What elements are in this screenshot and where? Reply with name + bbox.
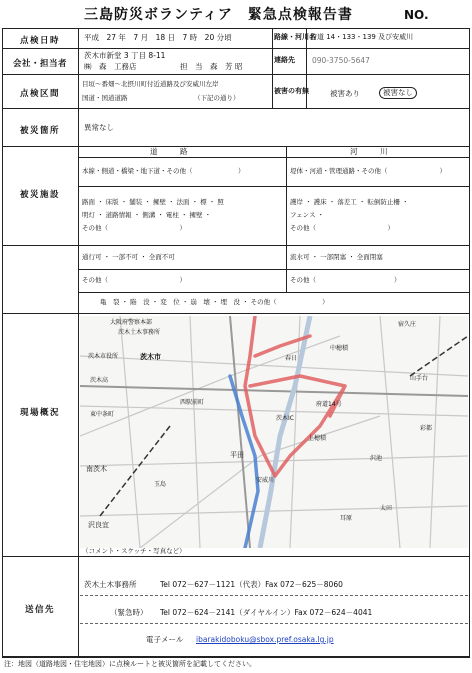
map-label: 東中条町 [90,411,115,418]
river-items-1[interactable]: 堤体・河道・管理通路・その他（ ） [290,167,446,175]
map-label: 南茨木 [86,465,107,473]
flow-other[interactable]: その他（ ） [290,276,401,284]
map-label: 山手台 [410,375,429,382]
map-label: 彩都 [420,425,433,432]
map-label: 西駅前町 [180,399,205,406]
label-damage-exist: 被害の有無 [274,87,309,95]
footer-note: 注：地図（道路地図・住宅地図）に点検ルートと被災箇所を記載してください。 [4,660,256,668]
route-map [80,316,468,548]
contact-value[interactable]: 090-3750-5647 [312,56,370,65]
report-title: 三島防災ボランティア 緊急点検報告書 [84,7,353,23]
label-send: 送信先 [24,605,55,615]
road-items-1[interactable]: 本線・側道・橋梁・地下道・その他（ ） [82,167,245,175]
map-label: 耳原 [340,515,353,522]
send-mail-label: 電子メール [146,635,184,644]
label-damage-facility: 被災施設 [19,190,60,200]
company-name[interactable]: ㈱ 森 工務店 [84,62,137,71]
company-person[interactable]: 担 当 森 芳 昭 [180,62,243,71]
map-label: 茨木市役所 [88,353,119,360]
traffic-status[interactable]: 通行可 ・ 一部不可 ・ 全面不可 [82,253,175,261]
river-items-2a[interactable]: 護岸 ・ 護床 ・ 落差工 ・ 転倒防止柵 ・ [290,198,409,206]
map-label: 安威川 [256,477,275,484]
map-label: 沢良宜 [88,521,109,529]
label-situation: 現場概況 [19,408,60,418]
map-label: 上穂積 [308,435,327,442]
map-label: 大阪府警察本部 [110,319,153,326]
map-label: 春日 [285,355,298,362]
road-items-2b[interactable]: 明灯 ・ 道路情報 ・ 側溝 ・ 電柱 ・ 擁壁 ・ [82,211,212,219]
map-label: 茨木IC [276,415,294,422]
send-mail-link[interactable]: ibarakidoboku@sbox.pref.osaka.lg.jp [196,635,334,644]
map-label: 玉島 [154,481,167,488]
date-value[interactable]: 平成 27 年 7 月 18 日 7 時 20 分頃 [84,33,232,42]
label-damage-place: 被災箇所 [19,126,60,136]
route-value[interactable]: 府道 14・133・139 及び安威川 [310,33,414,41]
label-route: 路線・河川名 [274,33,316,41]
send-emergency: （緊急時） [110,608,148,617]
section-line2[interactable]: 国道・国道道路 [82,94,128,102]
damage-no-option[interactable]: 被害なし [379,87,417,99]
map-label: 中穂積 [330,345,349,352]
road-items-2c[interactable]: その他（ ） [82,224,186,232]
map-label: 茨木土木事務所 [118,329,161,336]
send-tel-1[interactable]: Tel 072－627－1121（代表）Fax 072－625－8060 [160,580,343,589]
map-label: 沢池 [370,455,383,462]
map-label: 太田 [380,505,393,512]
report-number-label: NO. [404,8,429,22]
river-items-2c[interactable]: その他（ ） [290,224,394,232]
river-items-2b[interactable]: フェンス ・ [290,211,325,219]
map-label: 府道14号 [316,401,342,408]
map-label: 茨木市 [140,353,161,361]
section-note: （下記の通り） [194,94,240,102]
river-header: 河 川 [350,147,388,156]
map-label: 宿久庄 [398,321,417,328]
damage-place-value[interactable]: 異常なし [84,123,114,132]
company-address[interactable]: 茨木市新堂 3 丁目 8-11 [84,51,166,60]
label-company: 会社・担当者 [12,59,67,69]
damage-status-line[interactable]: 亀 裂 ・ 陥 没 ・ 変 位 ・ 崩 壊 ・ 埋 没 ・ その他（ ） [100,298,329,306]
damage-yes-option[interactable]: 被害あり [330,89,360,98]
label-section: 点検区間 [19,89,60,99]
label-contact: 連絡先 [274,56,295,64]
flow-status[interactable]: 流水可 ・ 一部閉塞 ・ 全面閉塞 [290,253,383,261]
map-label: 茨木高 [90,377,109,384]
send-tel-2[interactable]: Tel 072－624－2141（ダイヤルイン）Fax 072－624－4041 [160,608,373,617]
map-label: 平田 [230,451,244,459]
traffic-other[interactable]: その他（ ） [82,276,186,284]
comment-line[interactable]: （コメント・スケッチ・写真など） [82,547,186,555]
send-office: 茨木土木事務所 [84,580,137,589]
road-items-2a[interactable]: 路面 ・ 床版 ・ 舗装 ・ 擁壁 ・ 法面 ・ 標 ・ 照 [82,198,224,206]
road-header: 道 路 [150,147,188,156]
section-line1[interactable]: 目垣〜番畑〜北摂川町付近道路及び安威川左岸 [82,80,219,88]
label-date: 点検日時 [19,36,60,46]
